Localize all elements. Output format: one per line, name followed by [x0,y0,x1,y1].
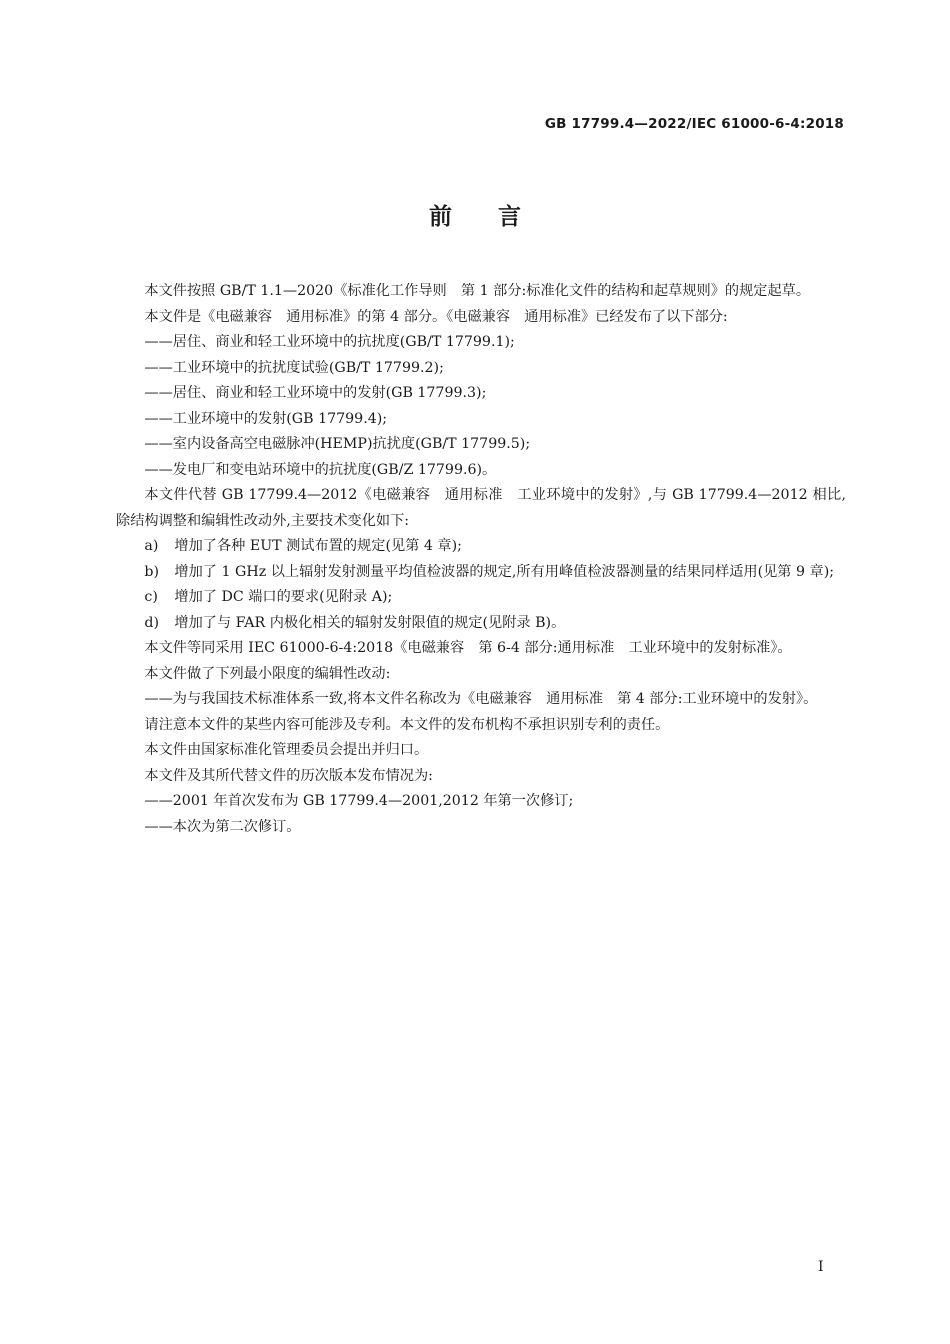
patent-notice-paragraph: 请注意本文件的某些内容可能涉及专利。本文件的发布机构不承担识别专利的责任。 [144,716,670,733]
change-item [116,534,846,560]
list-marker: a) [144,538,159,554]
history-item: ——本次为第二次修订。 [144,818,301,835]
change-text: 增加了各种 EUT 测试布置的规定(见第 4 章); [174,538,462,554]
part-item: ——室内设备高空电磁脉冲(HEMP)抗扰度(GB/T 17799.5); [144,436,531,452]
page-title: 前言 [429,204,567,230]
change-text: 增加了 DC 端口的要求(见附录 A); [174,589,393,605]
change-text: 增加了 1 GHz 以上辐射发射测量平均值检波器的规定,所有用峰值检波器测量的结果同样适用(见第 9 章); [174,563,835,580]
part-item: ——发电厂和变电站环境中的抗扰度(GB/Z 17799.6)。 [144,461,497,478]
part-item: ——居住、商业和轻工业环境中的抗扰度(GB/T 17799.1); [144,334,515,350]
editorial-change-item: ——为与我国技术标准体系一致,将本文件名称改为《电磁兼容 通用标准 第 4 部分:工业环境中的发射》。 [144,691,818,707]
adoption-paragraph: 本文件等同采用 IEC 61000-6-4:2018《电磁兼容 第 6-4 部分:通用标准 工业环境中的发射标准》。 [144,640,792,656]
change-text: 增加了与 FAR 内极化相关的辐射发射限值的规定(见附录 B)。 [174,614,566,631]
list-marker: b) [144,563,160,580]
history-intro-paragraph: 本文件及其所代替文件的历次版本发布情况为: [144,767,433,784]
change-item [116,585,846,611]
drafting-rules-paragraph: 本文件按照 GB/T 1.1—2020《标准化工作导则 第 1 部分:标准化文件的结构和起草规则》的规定起草。 [144,283,811,299]
change-item [116,611,846,637]
change-item [116,560,846,586]
list-marker: d) [144,614,160,631]
series-intro-paragraph: 本文件是《电磁兼容 通用标准》的第 4 部分。《电磁兼容 通用标准》已经发布了以下部分: [144,308,728,325]
part-item: ——居住、商业和轻工业环境中的发射(GB 17799.3); [144,385,487,401]
replacement-paragraph: 本文件代替 GB 17799.4—2012《电磁兼容 通用标准 工业环境中的发射》,与 GB 17799.4—2012 相比,除结构调整和编辑性改动外,主要技术变化如下: [116,487,846,529]
part-item: ——工业环境中的抗扰度试验(GB/T 17799.2); [144,359,444,376]
proposer-paragraph: 本文件由国家标准化管理委员会提出并归口。 [144,742,429,758]
editorial-intro-paragraph: 本文件做了下列最小限度的编辑性改动: [144,665,391,682]
part-item: ——工业环境中的发射(GB 17799.4); [144,410,388,427]
standard-code: GB 17799.4—2022/IEC 61000-6-4:2018 [544,116,844,132]
list-marker: c) [144,589,158,605]
page-number: I [818,1259,824,1275]
document-body [116,279,846,840]
history-item: ——2001 年首次发布为 GB 17799.4—2001,2012 年第一次修订; [144,793,574,809]
